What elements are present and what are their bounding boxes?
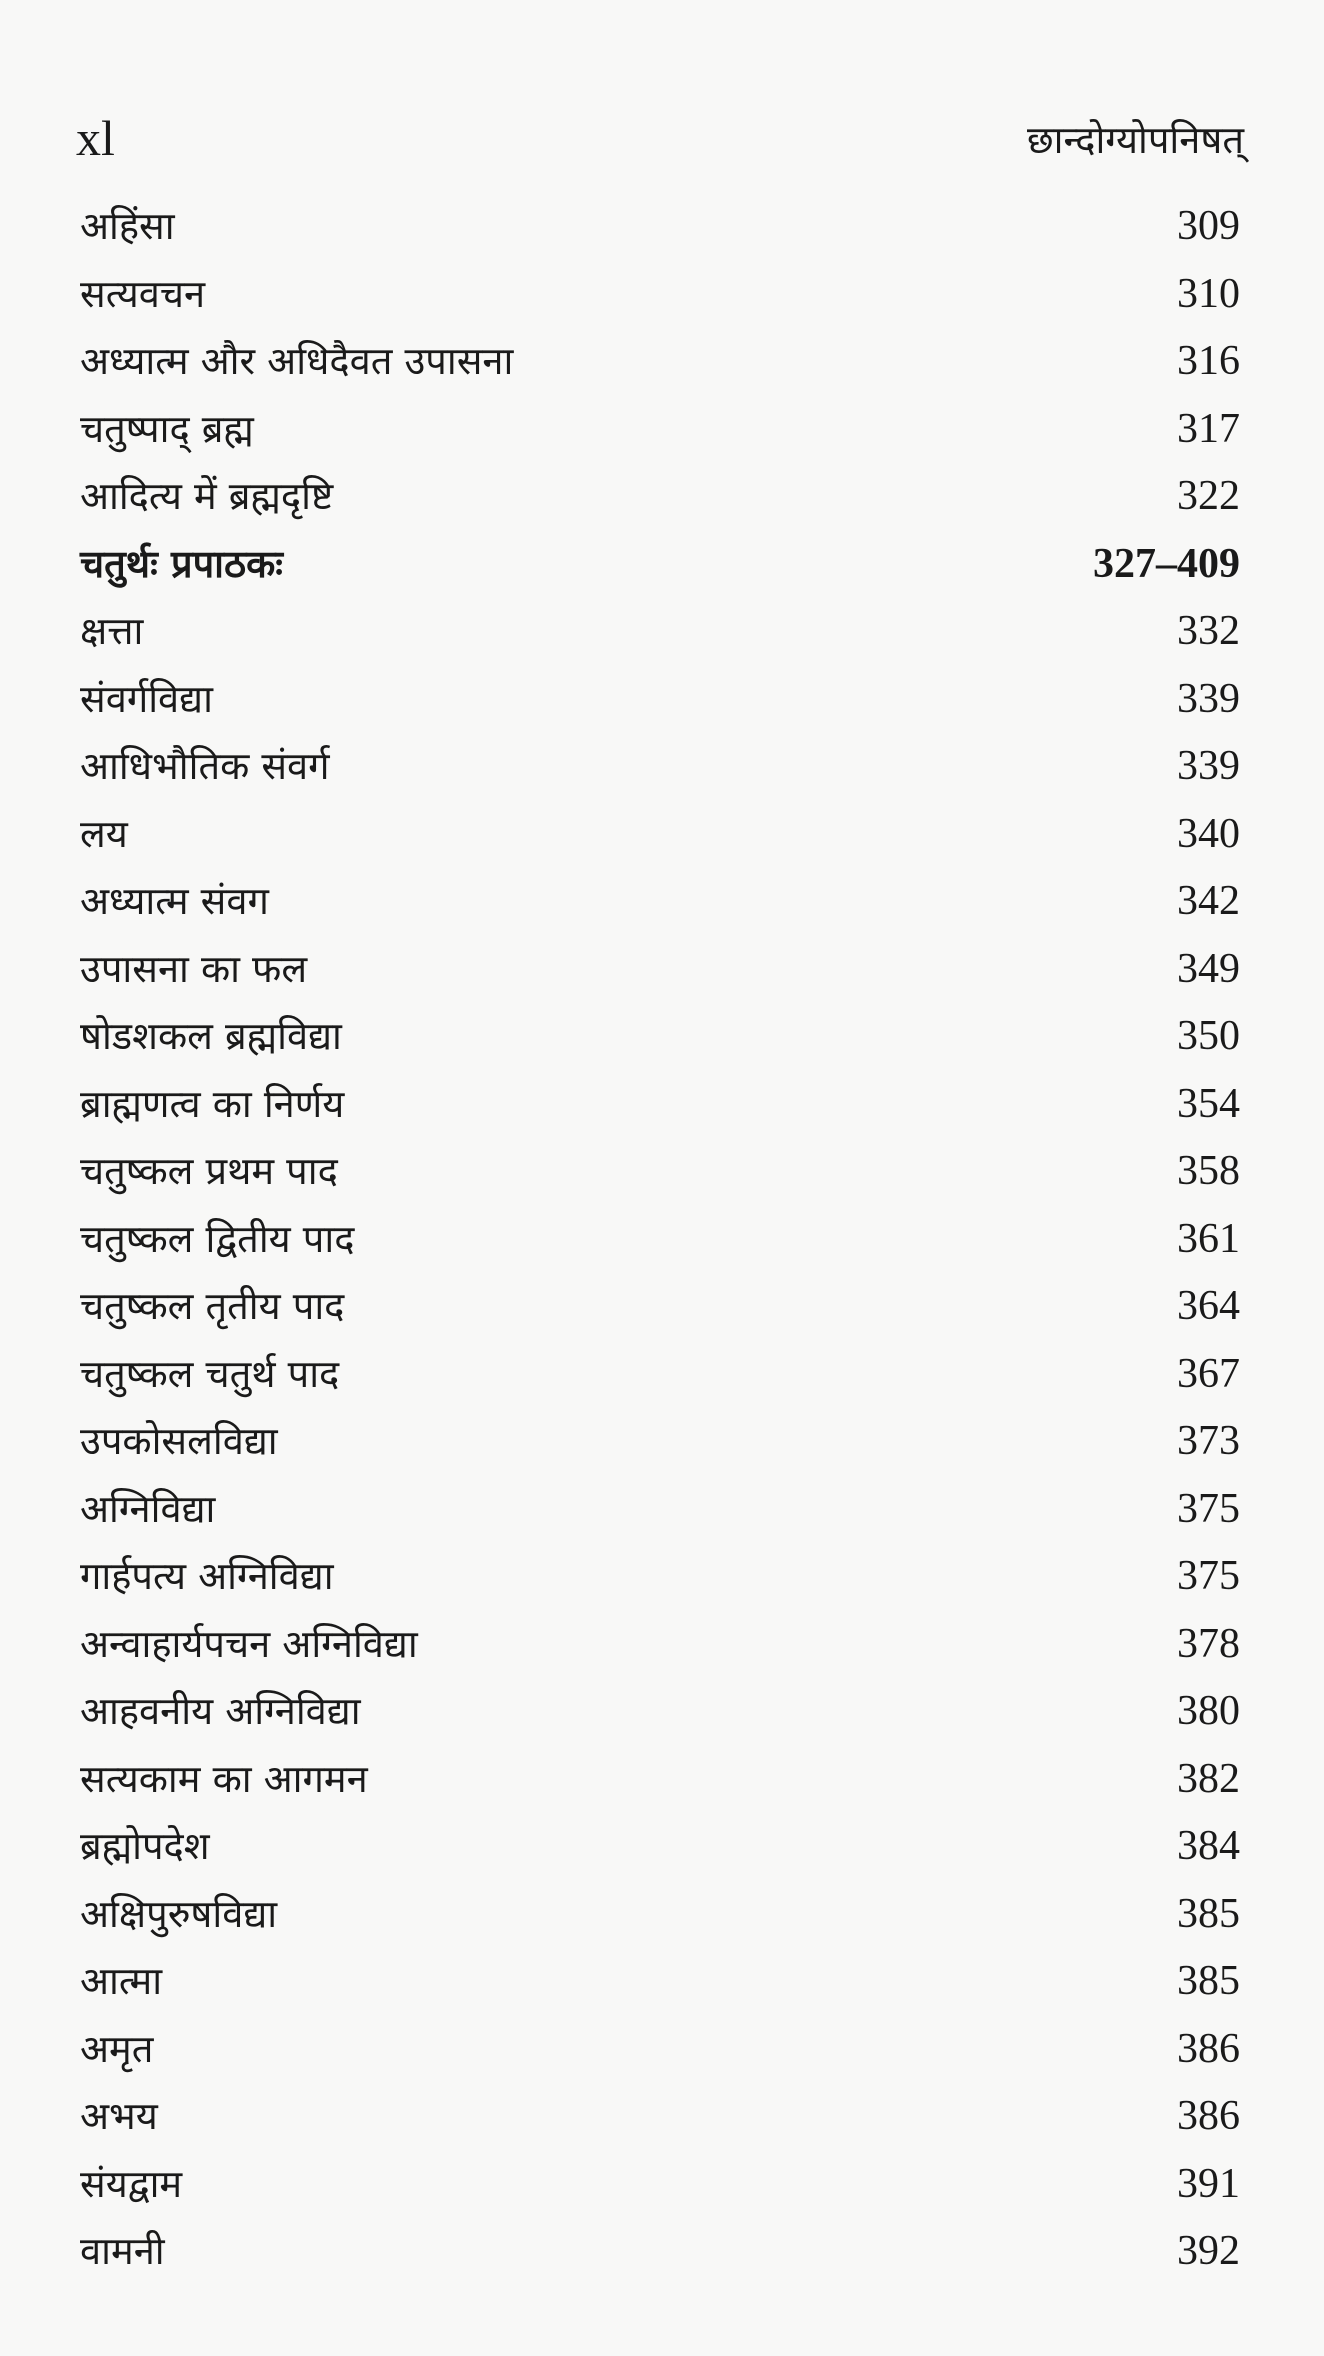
toc-entry-title: लय — [80, 811, 128, 856]
toc-entry-page-number: 373 — [1177, 1418, 1240, 1464]
toc-entry — [80, 1137, 1240, 1205]
toc-entry — [80, 665, 1240, 733]
toc-entry-page-number: 339 — [1177, 675, 1240, 722]
toc-entry — [80, 1070, 1240, 1138]
toc-entry — [80, 1475, 1240, 1543]
toc-entry-title: चतुष्कल द्वितीय पाद — [80, 1216, 355, 1261]
toc-entry — [80, 867, 1240, 935]
toc-entry — [80, 1407, 1240, 1475]
toc-entry — [80, 1002, 1240, 1070]
toc-entry-title: वामनी — [80, 2229, 165, 2273]
toc-entry-page-number: 332 — [1177, 608, 1240, 654]
toc-entry-page-number: 358 — [1177, 1148, 1240, 1194]
toc-entry-title: आहवनीय अग्निविद्या — [80, 1689, 361, 1733]
toc-entry — [80, 1745, 1240, 1813]
toc-entry-page-number: 327–409 — [1093, 540, 1240, 587]
toc-entry — [80, 732, 1240, 800]
toc-entry-title: चतुष्कल प्रथम पाद — [80, 1149, 338, 1193]
toc-entry — [80, 597, 1240, 665]
toc-section-heading — [80, 530, 1240, 598]
toc-entry-title: अक्षिपुरुषविद्या — [80, 1891, 278, 1936]
toc-entry-title: चतुर्थः प्रपाठकः — [80, 540, 283, 586]
toc-entry-page-number: 386 — [1177, 2093, 1240, 2139]
toc-entry-title: आधिभौतिक संवर्ग — [80, 744, 330, 788]
toc-entry-page-number: 385 — [1177, 1958, 1240, 2004]
running-title: छान्दोग्योपनिषत् — [1027, 118, 1244, 162]
toc-entry — [80, 935, 1240, 1003]
toc-entry-page-number: 364 — [1177, 1283, 1240, 1329]
toc-entry-page-number: 384 — [1177, 1823, 1240, 1869]
toc-entry-page-number: 349 — [1177, 945, 1240, 992]
toc-entry — [80, 1880, 1240, 1948]
toc-entry-title: अन्वाहार्यपचन अग्निविद्या — [80, 1621, 418, 1666]
toc-entry-page-number: 350 — [1177, 1013, 1240, 1059]
toc-entry-page-number: 385 — [1177, 1890, 1240, 1937]
toc-entry-title: आदित्य में ब्रह्मदृष्टि — [80, 474, 334, 518]
toc-entry-title: संवर्गविद्या — [80, 676, 213, 721]
toc-entry — [80, 462, 1240, 530]
toc-entry-title: सत्यवचन — [80, 271, 206, 316]
toc-entry — [80, 1272, 1240, 1340]
table-of-contents — [80, 192, 1240, 2285]
toc-entry-title: ब्रह्मोपदेश — [80, 1824, 210, 1868]
toc-entry-page-number: 322 — [1177, 473, 1240, 519]
toc-entry-page-number: 340 — [1177, 810, 1240, 857]
page-header — [76, 108, 1244, 178]
toc-entry-title: चतुष्कल चतुर्थ पाद — [80, 1351, 340, 1396]
toc-entry-page-number: 380 — [1177, 1688, 1240, 1734]
toc-entry-title: अध्यात्म संवग — [80, 879, 269, 923]
toc-entry-title: षोडशकल ब्रह्मविद्या — [80, 1014, 342, 1058]
toc-entry — [80, 1677, 1240, 1745]
toc-entry-page-number: 386 — [1177, 2025, 1240, 2072]
toc-entry-title: संयद्वाम — [80, 2161, 183, 2206]
toc-entry — [80, 1340, 1240, 1408]
toc-entry-page-number: 375 — [1177, 1553, 1240, 1599]
toc-entry-title: ब्राह्मणत्व का निर्णय — [80, 1081, 345, 1126]
toc-entry-title: अमृत — [80, 2026, 154, 2071]
toc-entry — [80, 2217, 1240, 2285]
toc-entry-title: अहिंसा — [80, 204, 175, 248]
toc-entry-title: अग्निविद्या — [80, 1486, 216, 1531]
toc-entry — [80, 2015, 1240, 2083]
toc-entry — [80, 395, 1240, 463]
toc-entry-page-number: 378 — [1177, 1620, 1240, 1667]
toc-entry-title: अध्यात्म और अधिदैवत उपासना — [80, 339, 514, 383]
toc-entry-page-number: 382 — [1177, 1755, 1240, 1802]
toc-entry — [80, 1610, 1240, 1678]
toc-entry-page-number: 354 — [1177, 1080, 1240, 1127]
toc-entry-title: चतुष्पाद् ब्रह्म — [80, 406, 254, 451]
toc-entry-title: क्षत्ता — [80, 609, 144, 653]
toc-entry-page-number: 309 — [1177, 203, 1240, 249]
toc-entry — [80, 192, 1240, 260]
toc-entry-page-number: 367 — [1177, 1350, 1240, 1397]
toc-entry — [80, 1812, 1240, 1880]
toc-entry-title: उपकोसलविद्या — [80, 1419, 278, 1463]
toc-entry — [80, 1947, 1240, 2015]
toc-entry-page-number: 392 — [1177, 2228, 1240, 2274]
toc-entry-title: अभय — [80, 2094, 158, 2138]
toc-entry-page-number: 361 — [1177, 1215, 1240, 1262]
toc-entry — [80, 327, 1240, 395]
toc-entry-page-number: 339 — [1177, 743, 1240, 789]
toc-entry-page-number: 316 — [1177, 338, 1240, 384]
toc-entry — [80, 800, 1240, 868]
toc-entry — [80, 2082, 1240, 2150]
toc-entry-page-number: 375 — [1177, 1485, 1240, 1532]
toc-entry-page-number: 391 — [1177, 2160, 1240, 2207]
toc-entry-title: आत्मा — [80, 1959, 163, 2003]
toc-entry — [80, 2150, 1240, 2218]
toc-entry-title: चतुष्कल तृतीय पाद — [80, 1284, 345, 1328]
page-number: xl — [76, 110, 115, 166]
toc-entry-title: उपासना का फल — [80, 946, 308, 991]
toc-entry-page-number: 310 — [1177, 270, 1240, 317]
toc-entry-page-number: 317 — [1177, 405, 1240, 452]
toc-entry-title: गार्हपत्य अग्निविद्या — [80, 1554, 334, 1598]
toc-entry — [80, 1205, 1240, 1273]
toc-entry-page-number: 342 — [1177, 878, 1240, 924]
toc-entry — [80, 1542, 1240, 1610]
toc-entry — [80, 260, 1240, 328]
toc-entry-title: सत्यकाम का आगमन — [80, 1756, 368, 1801]
